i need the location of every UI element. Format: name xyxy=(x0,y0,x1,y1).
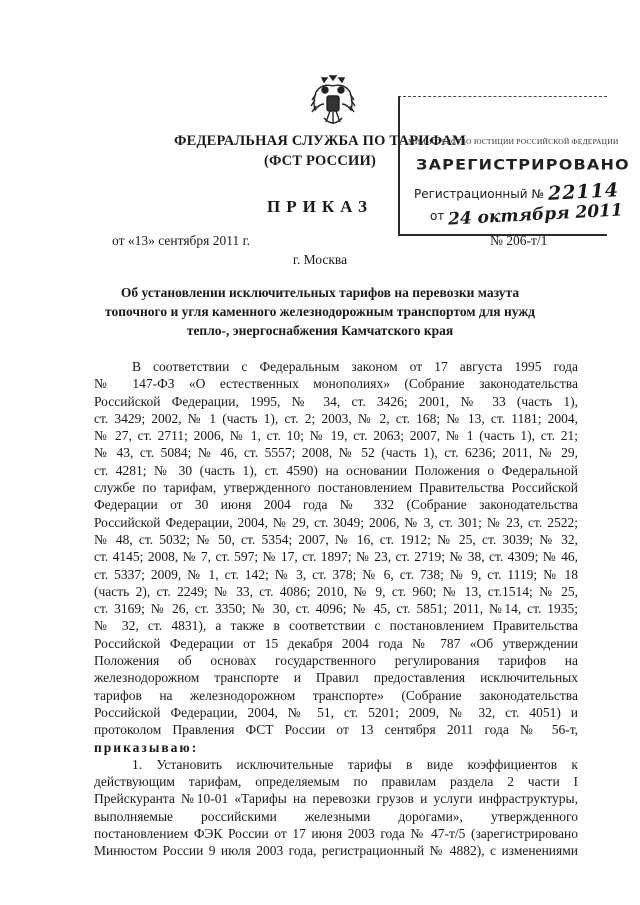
body-line: действующим тарифам, определяемым по правилам раздела 2 части I xyxy=(94,774,578,790)
body-line: Российской Федерации, 2004, № 51, ст. 5201; 2009, № 32, ст. 4051) и xyxy=(94,704,578,720)
body-line: Положения об основах государственного регулирования тарифов на xyxy=(94,653,578,669)
body-line: Федерации от 30 июня 2004 года № 332 (Собрание законодательства xyxy=(94,497,578,513)
body-line: тарифов на железнодорожном транспорте» (Собрание законодательства xyxy=(94,687,578,703)
title-line: тепло-, энергоснабжения Камчатского края xyxy=(186,323,454,338)
body-line: № 32, ст. 4831), а также в соответствии с постановлением Правительства xyxy=(94,618,578,634)
body-line: Российской Федерации, 2004, № 29, ст. 3049; 2006, № 3, ст. 301; № 23, ст. 2522; xyxy=(94,514,578,530)
body-line: Прейскуранта №10-01 «Тарифы на перевозки грузов и услуги инфраструктуры, xyxy=(94,791,578,807)
document-number: № 206-т/1 xyxy=(490,233,548,248)
body-line: № 43, ст. 5084; № 46, ст. 5557; 2008, № 52 (часть 1), ст. 6236; 2011, № 29, xyxy=(94,445,578,461)
body-line: железнодорожном транспорте и Правил предоставления исключительных xyxy=(94,670,578,686)
document-type: ПРИКАЗ xyxy=(267,197,373,216)
body-line: ст. 3429; 2002, № 1 (часть 1), ст. 2; 2003, № 2, ст. 168; № 13, ст. 1181; 2004, xyxy=(94,410,578,426)
body-line: ст. 4145; 2008, № 7, ст. 597; № 17, ст. 1897; № 23, ст. 2719; № 38, ст. 4309; № 46, xyxy=(94,549,578,565)
body-line: 1. Установить исключительные тарифы в виде коэффициентов к xyxy=(132,756,578,772)
stamp-registration-label: Регистрационный № xyxy=(414,187,544,201)
body-line: № 147-ФЗ «О естественных монополиях» (Собрание законодательства xyxy=(94,376,578,392)
body-line: ст. 4281; № 30 (часть 1), ст. 4590) на основании Положения о Федеральной xyxy=(94,462,578,478)
agency-name: ФЕДЕРАЛЬНАЯ СЛУЖБА ПО ТАРИФАМ xyxy=(173,133,467,149)
body-line: Российской Федерации, 1995, № 34, ст. 3426; 2001, № 33 (часть 1), xyxy=(94,393,578,409)
double-headed-eagle-icon xyxy=(310,74,356,130)
body-line-orders: приказываю: xyxy=(94,739,199,755)
body-line: № 48, ст. 5032; № 50, ст. 5354; 2007, № 16, ст. 1912; № 25, ст. 3039; № 32, xyxy=(94,531,578,547)
body-line: В соответствии с Федеральным законом от 17 августа 1995 года xyxy=(132,359,578,374)
stamp-date-value: 24 октября 2011 xyxy=(447,200,624,230)
body-line: (часть 2), ст. 2249; № 33, ст. 4086; 2010, № 9, ст. 960; № 13, ст.1514; № 25, xyxy=(94,583,578,599)
body-line: Минюстом России 9 июля 2003 года, регистрационный № 4882), с изменениями xyxy=(94,843,578,859)
document-date: от «13» сентября 2011 г. xyxy=(112,233,250,248)
body-line: выполняемые российскими железными дорогами», утвержденного xyxy=(94,808,578,824)
stamp-date-prefix: от xyxy=(430,209,445,223)
stamp-registration-number: 22114 xyxy=(547,179,620,205)
title-line: топочного и угля каменного железнодорожным транспортом для нужд xyxy=(105,304,535,319)
agency-abbreviation: (ФСТ РОССИИ) xyxy=(263,153,376,169)
stamp-registered: ЗАРЕГИСТРИРОВАНО xyxy=(416,155,630,174)
body-line: № 27, ст. 2711; 2006, № 1, ст. 10; № 19, ст. 2063; 2007, № 1 (часть 1), ст. 21; xyxy=(94,428,578,444)
document-body xyxy=(94,358,578,860)
stamp-ministry: МИНИСТЕРСТВО ЮСТИЦИИ РОССИЙСКОЙ ФЕДЕРАЦИИ xyxy=(408,137,619,146)
title-line: Об установлении исключительных тарифов на перевозки мазута xyxy=(120,285,520,300)
body-line: ст. 3169; № 26, ст. 3350; № 30, ст. 4096; № 45, ст. 5851; 2011, №14, ст. 1935; xyxy=(94,601,578,617)
body-line: ст. 5337; 2009, № 1, ст. 142; № 3, ст. 378; № 6, ст. 738; № 9, ст. 1119; № 18 xyxy=(94,566,578,582)
body-line: Российской Федерации от 15 декабря 2004 года № 787 «Об утверждении xyxy=(94,635,578,651)
body-line: службе по тарифам, утвержденного постановлением Правительства Российской xyxy=(94,480,578,496)
document-title xyxy=(90,283,550,340)
body-line: постановлением ФЭК России от 17 июня 2003 года № 47-т/5 (зарегистрировано xyxy=(94,826,578,842)
document-city: г. Москва xyxy=(292,252,348,267)
body-line: протоколом Правления ФСТ России от 13 сентября 2011 года № 56-т, xyxy=(94,722,578,738)
